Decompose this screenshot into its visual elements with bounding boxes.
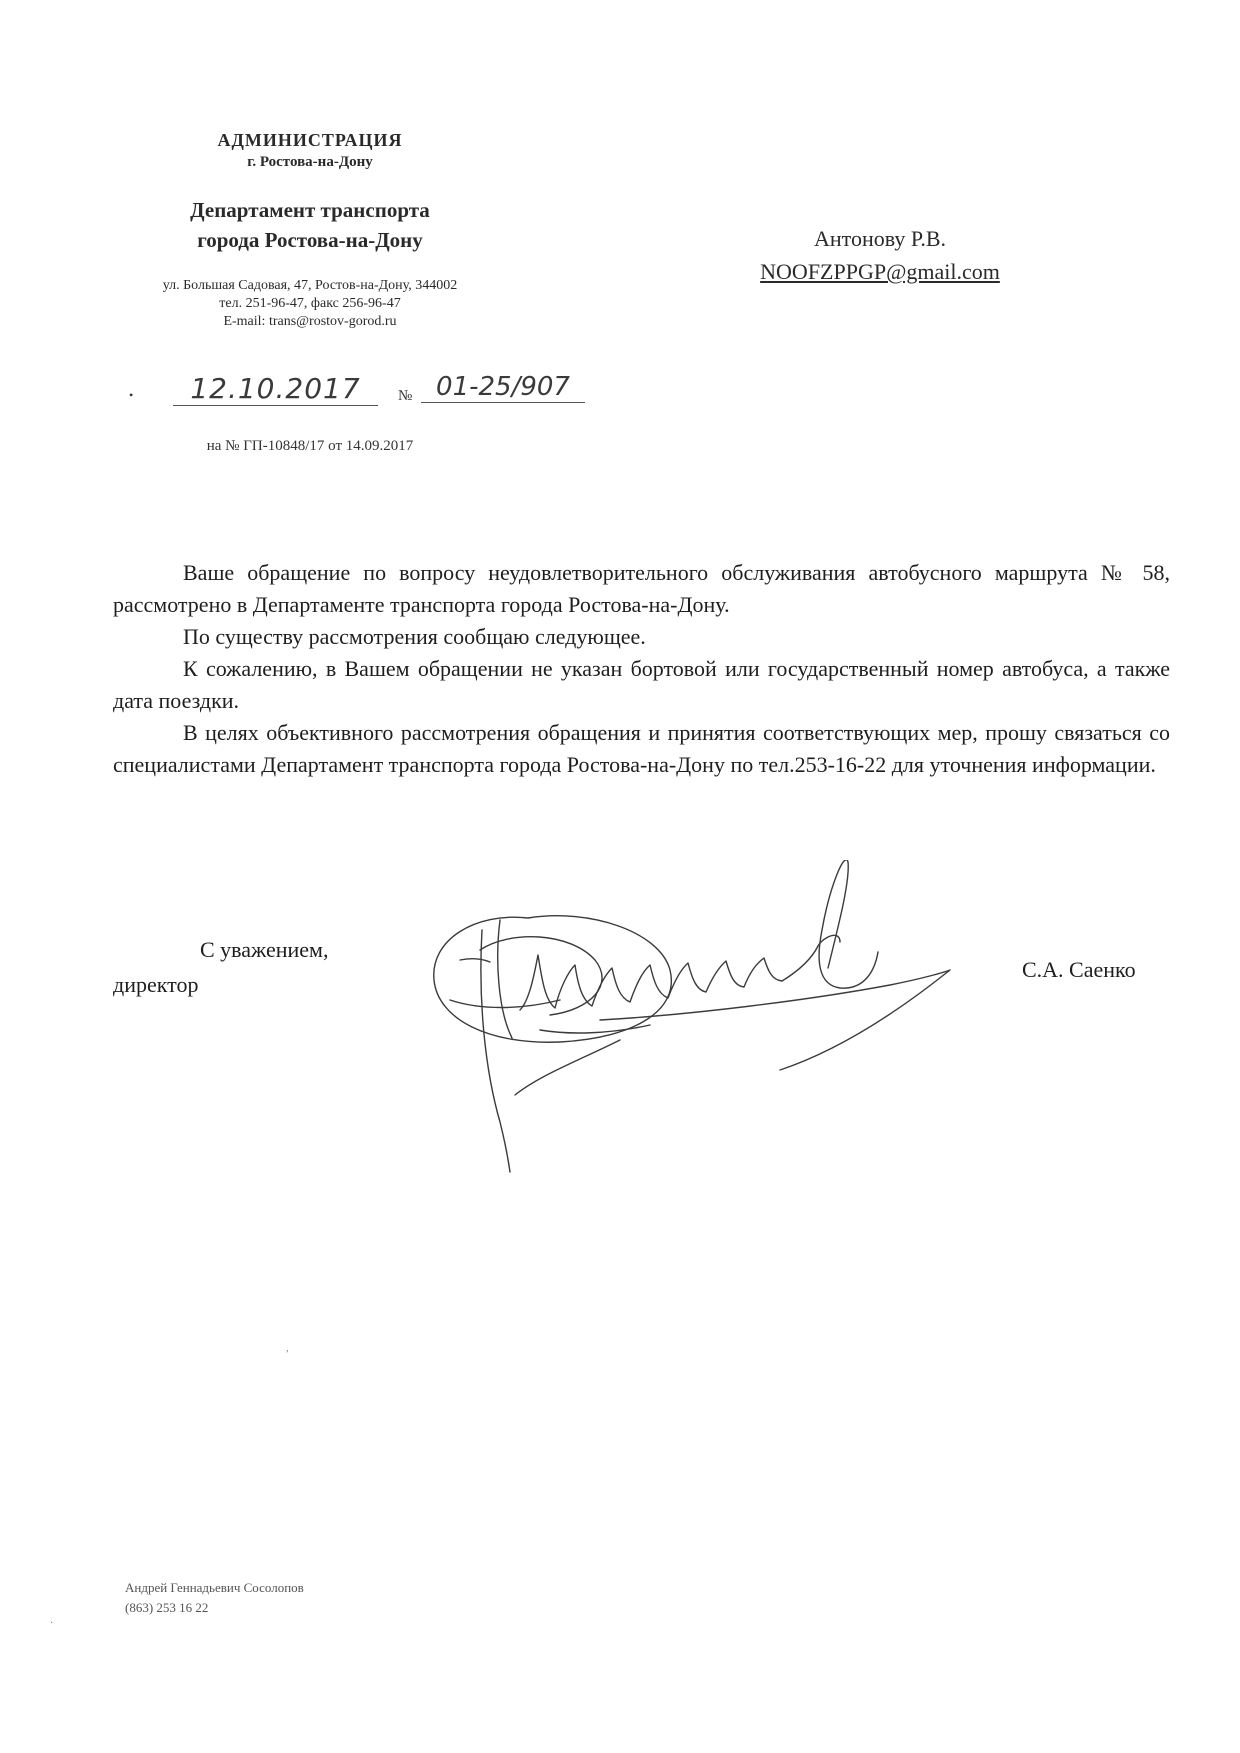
executor-name: Андрей Геннадьевич Сосолопов [125,1580,304,1595]
letterhead [110,130,510,331]
scan-speck: , [286,1343,289,1354]
addressee-email: NOOFZPPGP@gmail.com [760,259,1000,284]
department-line-2: города Ростова-на-Дону [197,228,423,252]
body-paragraph-4: В целях объективного рассмотрения обращения и принятия соответствующих мер, прошу связаться со специалистами Департамент транспорта города Ростова-на-Дону по тел.253-16-22 для уточнения информации. [113,720,1170,777]
addressee-name: Антонову Р.В. [813,226,947,251]
letterhead-phone: тел. 251-96-47, факс 256-96-47 [219,296,401,311]
registration-number-label: № [398,388,413,404]
scan-speck: · [50,1618,54,1629]
executor-block [125,1578,304,1618]
registration-date: 12.10.2017 [173,372,378,406]
registration-number: 01-25/907 [421,372,585,403]
letterhead-department [110,195,510,255]
letterhead-admin: АДМИНИСТРАЦИЯ [217,130,403,150]
executor-phone: (863) 253 16 22 [125,1600,209,1615]
handwritten-signature [420,860,980,1180]
reference-line: на № ГП-10848/17 от 14.09.2017 [206,438,414,454]
registration-line [125,370,585,410]
letterhead-contacts [110,277,510,331]
addressee-block [700,222,1060,288]
letterhead-city: г. Ростова-на-Дону [247,154,373,170]
body-paragraph-3: К сожалению, в Вашем обращении не указан бортовой или государственный номер автобуса, а также дата поездки. [113,656,1170,713]
letterhead-email: E-mail: trans@rostov-gorod.ru [223,314,397,329]
department-line-1: Департамент транспорта [190,198,430,222]
closing-block [113,932,328,1002]
bullet-mark: • [129,388,134,402]
letter-body [113,557,1170,781]
body-paragraph-1: Ваше обращение по вопросу неудовлетворительного обслуживания автобусного маршрута № 58, рассмотрено в Департаменте транспорта города Ростова-на-Дону. [113,560,1170,617]
closing-position: директор [113,972,199,997]
closing-regards: С уважением, [200,937,329,962]
letterhead-address: ул. Большая Садовая, 47, Ростов-на-Дону, 344002 [162,278,458,293]
body-paragraph-2: По существу рассмотрения сообщаю следующее. [183,624,646,649]
signer-name: С.А. Саенко [1022,957,1136,982]
